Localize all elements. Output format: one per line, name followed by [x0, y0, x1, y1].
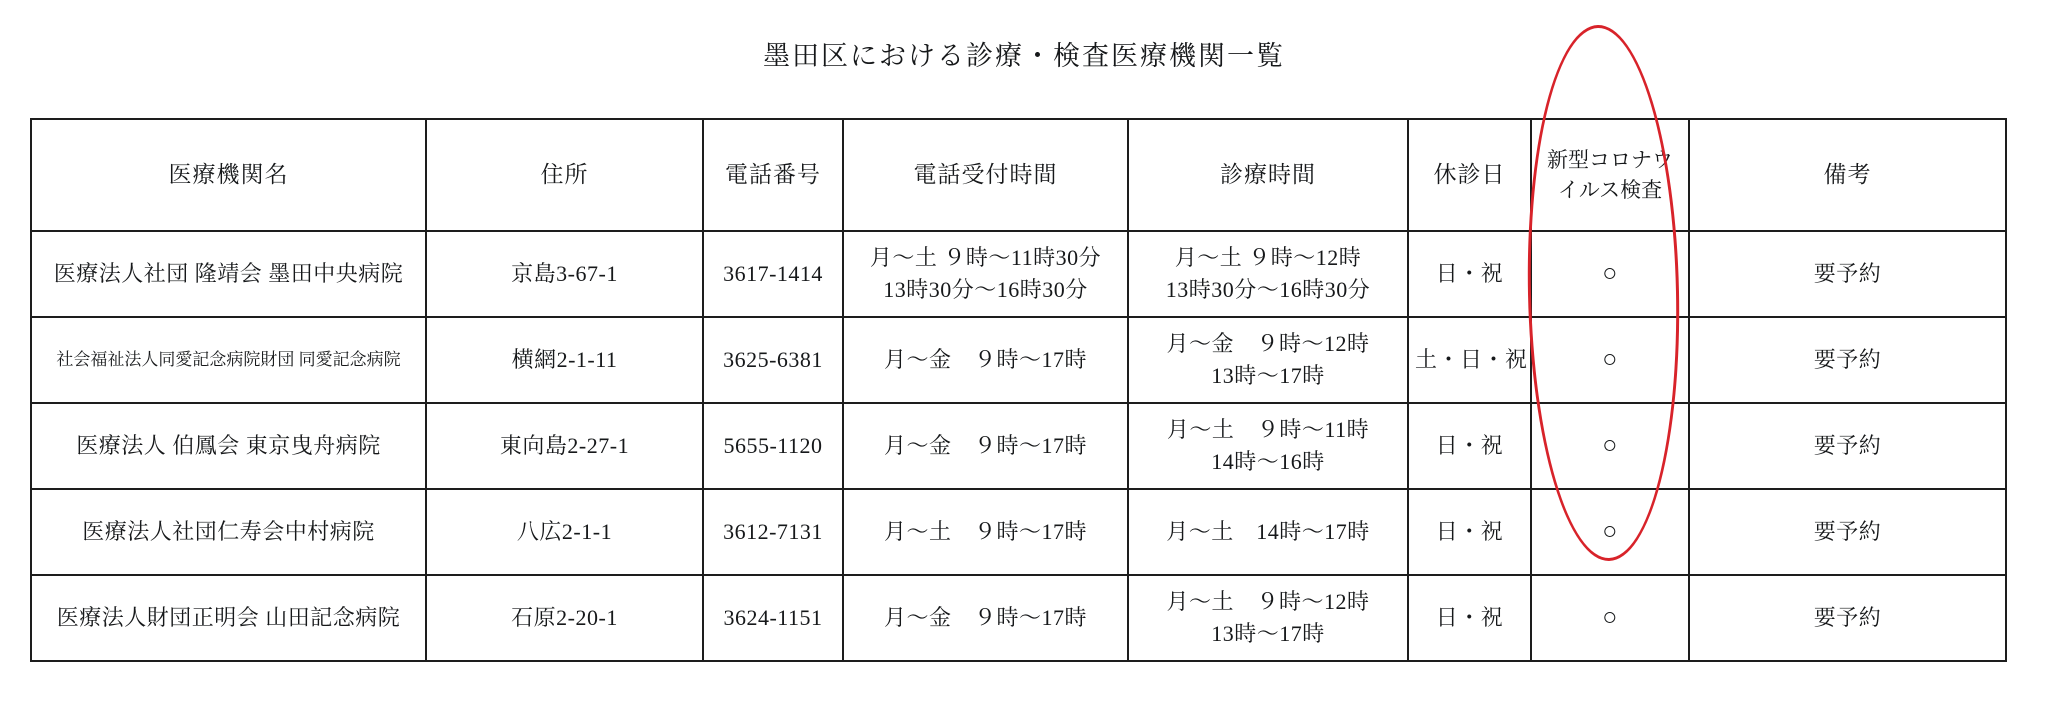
cell-closed-days: 日・祝: [1408, 231, 1531, 317]
cell-phone-hours: [843, 403, 1128, 489]
page-title: 墨田区における診療・検査医療機関一覧: [763, 41, 1285, 71]
cell-clinic-hours: [1128, 575, 1408, 661]
cell-note: 要予約: [1689, 489, 2006, 575]
column-header-closed-days: 休診日: [1408, 119, 1531, 231]
table-row: [31, 231, 2006, 317]
cell-phone-hours: [843, 317, 1128, 403]
cell-clinic-hours: [1128, 317, 1408, 403]
cell-tel: 3625-6381: [703, 317, 843, 403]
cell-phone-hours: [843, 575, 1128, 661]
cell-tel: 3624-1151: [703, 575, 843, 661]
cell-closed-days: 日・祝: [1408, 489, 1531, 575]
cell-institution-name: 医療法人財団正明会 山田記念病院: [31, 575, 426, 661]
cell-clinic-hours: [1128, 231, 1408, 317]
cell-phone-hours: [843, 489, 1128, 575]
clinic-hours-line: 月〜土 ９時〜12時: [1174, 245, 1362, 271]
clinic-hours-line: 月〜土 ９時〜11時: [1166, 417, 1370, 443]
cell-address: 八広2-1-1: [426, 489, 703, 575]
cell-tel: 3612-7131: [703, 489, 843, 575]
cell-note: 要予約: [1689, 317, 2006, 403]
table-header-row: [31, 119, 2006, 231]
cell-covid-test: ○: [1531, 317, 1689, 403]
cell-note: 要予約: [1689, 575, 2006, 661]
cell-closed-days: 日・祝: [1408, 403, 1531, 489]
table-row: [31, 403, 2006, 489]
cell-closed-days: 土・日・祝: [1408, 317, 1531, 403]
cell-institution-name: 社会福祉法人同愛記念病院財団 同愛記念病院: [31, 317, 426, 403]
clinic-hours-line: 月〜金 ９時〜12時: [1166, 331, 1370, 357]
phone-hours-line: 月〜金 ９時〜17時: [883, 433, 1087, 459]
cell-covid-test: ○: [1531, 231, 1689, 317]
cell-closed-days: 日・祝: [1408, 575, 1531, 661]
phone-hours-line: 月〜金 ９時〜17時: [883, 605, 1087, 631]
medical-institution-table-wrapper: [30, 118, 2005, 662]
cell-address: 石原2-20-1: [426, 575, 703, 661]
cell-institution-name: 医療法人 伯鳳会 東京曳舟病院: [31, 403, 426, 489]
cell-address: 東向島2-27-1: [426, 403, 703, 489]
cell-clinic-hours: [1128, 489, 1408, 575]
column-header-clinic-hours: 診療時間: [1128, 119, 1408, 231]
table-row: [31, 317, 2006, 403]
phone-hours-line: 月〜金 ９時〜17時: [883, 347, 1087, 373]
column-header-note: 備考: [1689, 119, 2006, 231]
table-row: [31, 575, 2006, 661]
cell-institution-name: 医療法人社団 隆靖会 墨田中央病院: [31, 231, 426, 317]
column-header-tel: 電話番号: [703, 119, 843, 231]
column-header-covid-test: [1531, 119, 1689, 231]
clinic-hours-line: 13時〜17時: [1211, 621, 1325, 646]
cell-address: 京島3-67-1: [426, 231, 703, 317]
cell-covid-test: ○: [1531, 403, 1689, 489]
cell-note: 要予約: [1689, 403, 2006, 489]
medical-institution-table: [30, 118, 2007, 662]
cell-institution-name: 医療法人社団仁寿会中村病院: [31, 489, 426, 575]
cell-covid-test: ○: [1531, 489, 1689, 575]
clinic-hours-line: 13時〜17時: [1211, 363, 1325, 388]
column-header-address: 住所: [426, 119, 703, 231]
clinic-hours-line: 13時30分〜16時30分: [1165, 277, 1371, 302]
phone-hours-line: 月〜土 ９時〜11時30分: [869, 245, 1102, 271]
clinic-hours-line: 月〜土 ９時〜12時: [1166, 589, 1370, 615]
table-body: [31, 231, 2006, 661]
column-header-covid-test-line1: 新型コロナウ: [1547, 147, 1673, 172]
column-header-covid-test-line2: イルス検査: [1557, 178, 1663, 202]
phone-hours-line: 13時30分〜16時30分: [883, 277, 1088, 302]
table-row: [31, 489, 2006, 575]
cell-tel: 3617-1414: [703, 231, 843, 317]
cell-clinic-hours: [1128, 403, 1408, 489]
cell-tel: 5655-1120: [703, 403, 843, 489]
column-header-phone-hours: 電話受付時間: [843, 119, 1128, 231]
clinic-hours-line: 月〜土 14時〜17時: [1166, 519, 1370, 545]
cell-covid-test: ○: [1531, 575, 1689, 661]
cell-address: 横網2-1-11: [426, 317, 703, 403]
cell-phone-hours: [843, 231, 1128, 317]
cell-note: 要予約: [1689, 231, 2006, 317]
phone-hours-line: 月〜土 ９時〜17時: [883, 519, 1087, 545]
column-header-name: 医療機関名: [31, 119, 426, 231]
clinic-hours-line: 14時〜16時: [1211, 449, 1325, 474]
